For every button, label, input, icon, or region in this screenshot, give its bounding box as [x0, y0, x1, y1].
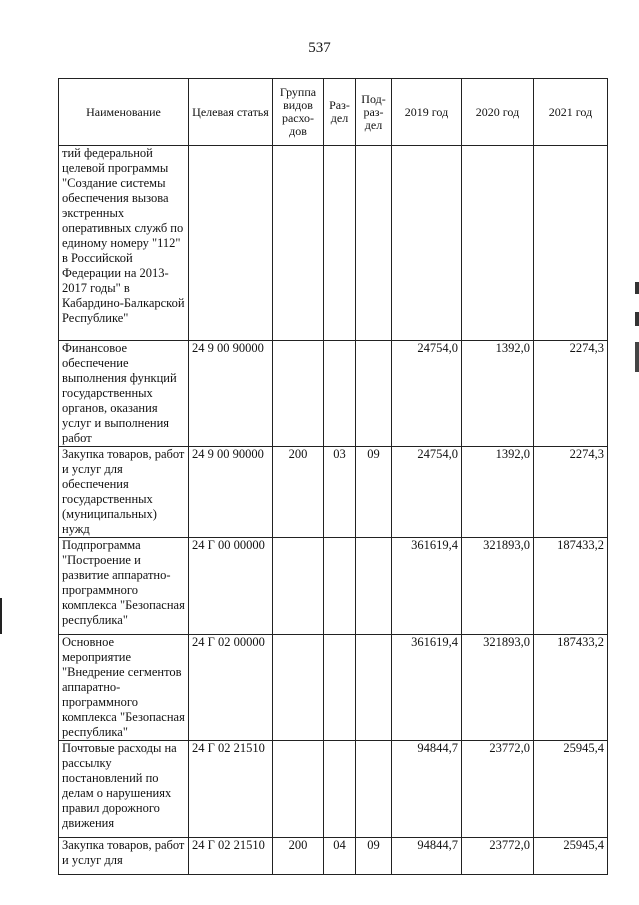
scan-edge-mark — [635, 282, 639, 372]
row-group: 200 — [273, 838, 324, 875]
table-row — [59, 635, 608, 741]
row-group — [273, 538, 324, 635]
header-2020: 2020 год — [462, 79, 534, 146]
row-2020: 321893,0 — [462, 538, 534, 635]
row-section — [324, 538, 356, 635]
table-header-row — [59, 79, 608, 146]
row-group: 200 — [273, 447, 324, 538]
row-subsection — [356, 146, 392, 341]
table-row — [59, 341, 608, 447]
page-number: 537 — [308, 40, 331, 56]
table-row — [59, 838, 608, 875]
row-2021: 187433,2 — [534, 635, 608, 741]
row-group — [273, 146, 324, 341]
table-row — [59, 146, 608, 341]
row-group — [273, 341, 324, 447]
row-2021: 25945,4 — [534, 838, 608, 875]
row-name: Финансовое обеспечение выполнения функций государственных органов, оказания услуг и выполнения работ — [59, 341, 189, 447]
row-section — [324, 635, 356, 741]
row-section: 03 — [324, 447, 356, 538]
row-2019: 24754,0 — [392, 447, 462, 538]
row-section — [324, 341, 356, 447]
table-row — [59, 447, 608, 538]
row-2021: 2274,3 — [534, 447, 608, 538]
row-2019: 361619,4 — [392, 635, 462, 741]
row-name: Почтовые расходы на рассылку постановлений по делам о нарушениях правил дорожного движения — [59, 741, 189, 838]
row-2021 — [534, 146, 608, 341]
row-target-code: 24 Г 00 00000 — [189, 538, 273, 635]
scan-edge-mark — [0, 598, 2, 634]
row-2020: 1392,0 — [462, 447, 534, 538]
row-section — [324, 741, 356, 838]
row-section: 04 — [324, 838, 356, 875]
row-2020: 321893,0 — [462, 635, 534, 741]
row-section — [324, 146, 356, 341]
row-2020: 23772,0 — [462, 741, 534, 838]
row-2021: 25945,4 — [534, 741, 608, 838]
row-subsection — [356, 741, 392, 838]
row-name: тий федеральной целевой программы "Создание системы обеспечения вызова экстренных оперативных служб по единому номеру "112" в Российской Федерации на 2013-2017 годы" в Кабардино-Балкарской Республике" — [59, 146, 189, 341]
header-subsection: Под-раз-дел — [356, 79, 392, 146]
row-2019: 94844,7 — [392, 741, 462, 838]
row-group — [273, 741, 324, 838]
row-2021: 2274,3 — [534, 341, 608, 447]
row-target-code: 24 Г 02 00000 — [189, 635, 273, 741]
row-name: Закупка товаров, работ и услуг для — [59, 838, 189, 875]
header-target-article: Целевая статья — [189, 79, 273, 146]
header-name: Наименование — [59, 79, 189, 146]
header-2021: 2021 год — [534, 79, 608, 146]
row-group — [273, 635, 324, 741]
row-2020 — [462, 146, 534, 341]
row-target-code: 24 Г 02 21510 — [189, 838, 273, 875]
row-2020: 1392,0 — [462, 341, 534, 447]
row-2019: 361619,4 — [392, 538, 462, 635]
table-row — [59, 741, 608, 838]
row-2021: 187433,2 — [534, 538, 608, 635]
row-subsection: 09 — [356, 838, 392, 875]
row-2019: 94844,7 — [392, 838, 462, 875]
table-row — [59, 538, 608, 635]
row-target-code: 24 9 00 90000 — [189, 341, 273, 447]
row-target-code: 24 9 00 90000 — [189, 447, 273, 538]
row-subsection — [356, 635, 392, 741]
row-target-code: 24 Г 02 21510 — [189, 741, 273, 838]
row-2020: 23772,0 — [462, 838, 534, 875]
row-target-code — [189, 146, 273, 341]
row-name: Основное мероприятие "Внедрение сегментов аппаратно-программного комплекса "Безопасная республика" — [59, 635, 189, 741]
budget-table — [58, 78, 608, 875]
row-subsection — [356, 341, 392, 447]
row-2019: 24754,0 — [392, 341, 462, 447]
header-section: Раз-дел — [324, 79, 356, 146]
row-2019 — [392, 146, 462, 341]
row-subsection — [356, 538, 392, 635]
row-subsection: 09 — [356, 447, 392, 538]
row-name: Закупка товаров, работ и услуг для обеспечения государственных (муниципальных) нужд — [59, 447, 189, 538]
header-2019: 2019 год — [392, 79, 462, 146]
header-expense-group: Группа видов расхо-дов — [273, 79, 324, 146]
row-name: Подпрограмма "Построение и развитие аппаратно-программного комплекса "Безопасная республика" — [59, 538, 189, 635]
